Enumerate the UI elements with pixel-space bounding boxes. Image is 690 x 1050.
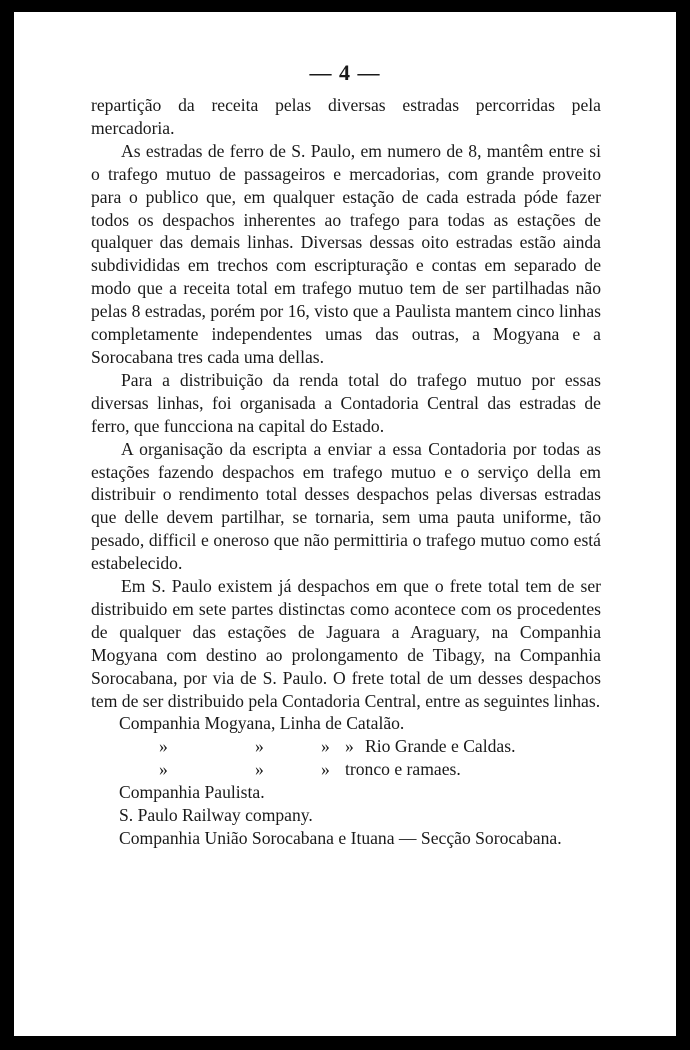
paragraph-1: repartição da receita pelas diversas estradas percorridas pela mercadoria. xyxy=(91,95,601,138)
line-item-sao-paulo-railway: S. Paulo Railway company. xyxy=(119,805,313,826)
line-item-paulista: Companhia Paulista. xyxy=(119,782,265,803)
page-number: — 4 — xyxy=(309,60,381,85)
line-item-tronco-ramaes xyxy=(91,758,601,781)
line-item-label: tronco e ramaes. xyxy=(345,759,461,780)
ditto-mark: » xyxy=(345,736,354,757)
paragraph-5: Em S. Paulo existem já despachos em que o frete total tem de ser distribuido em sete partes distinctas como acontece com os procedentes de qualquer das estações de Jaguara a Araguary, na Companhia Mogyana com destino ao prolongamento de Tibagy, na Companhia Sorocabana, por via de S. Paulo. O frete total de um desses despachos tem de ser distribuido pela Contadoria Central, entre as seguintes linhas. xyxy=(91,576,601,711)
ditto-mark: » xyxy=(321,736,330,757)
ditto-mark: » xyxy=(321,759,330,780)
line-item-uniao-sorocabana: Companhia União Sorocabana e Ituana — Secção Sorocabana. xyxy=(119,828,562,848)
ditto-mark: » xyxy=(159,759,168,780)
paragraph-2: As estradas de ferro de S. Paulo, em numero de 8, mantêm entre si o trafego mutuo de passageiros e mercadorias, com grande proveito para o publico que, em qualquer estação de cada estrada póde fazer todos os despachos inherentes ao trafego para todas as estações de qualquer das demais linhas. Diversas dessas oito estradas estão ainda subdivididas em trechos com escripturação e contas em separado de modo que a receita total em trafego mutuo tem de ser partilhadas não pelas 8 estradas, porém por 16, visto que a Paulista mantem cinco linhas completamente independentes umas das outras, a Mogyana e a Sorocabana tres cada uma dellas. xyxy=(91,140,601,367)
line-item-rio-grande-caldas xyxy=(91,735,601,758)
line-item-mogyana-catalao: Companhia Mogyana, Linha de Catalão. xyxy=(119,713,405,734)
line-item-label: Rio Grande e Caldas. xyxy=(365,736,516,757)
ditto-mark: » xyxy=(255,736,264,757)
document-page xyxy=(14,12,676,1036)
paragraph-4: A organisação da escripta a enviar a essa Contadoria por todas as estações fazendo despachos em trafego mutuo e o serviço della em distribuir o rendimento total desses despachos pelas diversas estradas que delle devem partilhar, se tornaria, sem uma pauta uniforme, tão pesado, difficil e oneroso que não permittiria o trafego mutuo como está estabelecido. xyxy=(91,438,601,574)
ditto-mark: » xyxy=(255,759,264,780)
body-text xyxy=(91,94,601,850)
paragraph-3: Para a distribuição da renda total do trafego mutuo por essas diversas linhas, foi organisada a Contadoria Central das estradas de ferro, que funcciona na capital do Estado. xyxy=(91,369,601,436)
ditto-mark: » xyxy=(159,736,168,757)
